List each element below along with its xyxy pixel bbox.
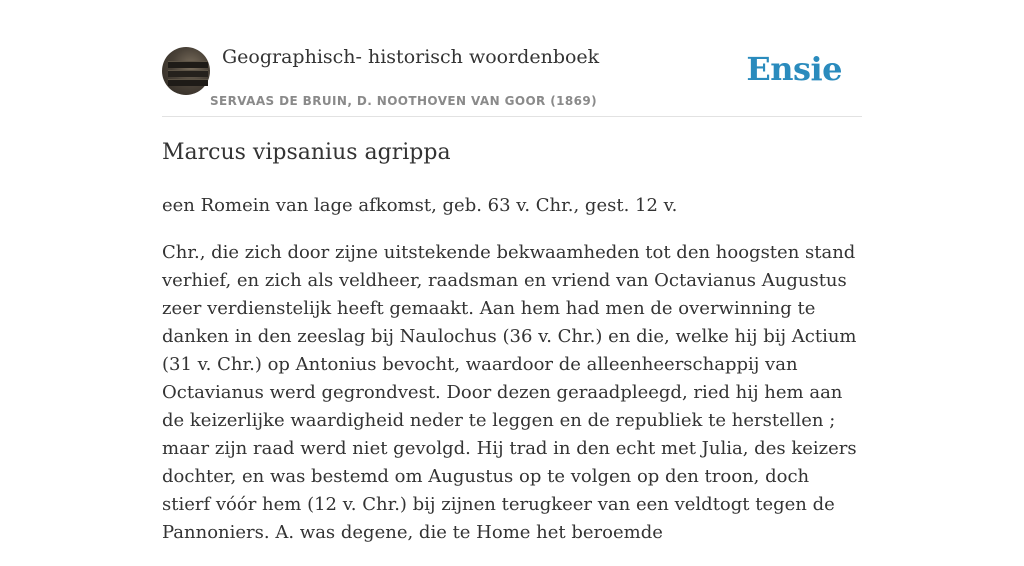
entry-paragraph: Chr., die zich door zijne uitstekende bekwaamheden tot den hoogsten stand verhief, en zich als veldheer, raadsman en vriend van Octavianus Augustus zeer verdienstelijk heeft gemaakt. Aan hem had men de overwinning te danken in den zeeslag bij Naulochus (36 v. Chr.) en die, welke hij bij Actium (31 v. Chr.) op Antonius bevocht, waardoor de alleenheerschappij van Octavianus werd gegrondvest. Door dezen geraadpleegd, ried hij hem aan de keizerlijke waardigheid neder te leggen en de republiek te herstellen ; maar zijn raad werd niet gevolgd. Hij trad in den echt met Julia, des keizers dochter, en was bestemd om Augustus op te volgen op den troon, doch stierf vóór hem (12 v. Chr.) bij zijnen terugkeer van een veldtogt tegen de Pannoniers. A. was degene, die te Home het beroemde [162,242,857,543]
ensie-logo[interactable]: Ensie [746,50,842,88]
entry-paragraph: een Romein van lage afkomst, geb. 63 v. Chr., gest. 12 v. [162,195,678,216]
book-header [162,46,862,117]
entry-title: Marcus vipsanius agrippa [162,140,451,165]
entry-content [162,192,862,566]
book-author[interactable]: SERVAAS DE BRUIN, D. NOOTHOVEN VAN GOOR (1869) [210,94,598,108]
book-title[interactable]: Geographisch- historisch woordenboek [222,46,600,68]
book-cover-icon[interactable] [162,47,210,95]
